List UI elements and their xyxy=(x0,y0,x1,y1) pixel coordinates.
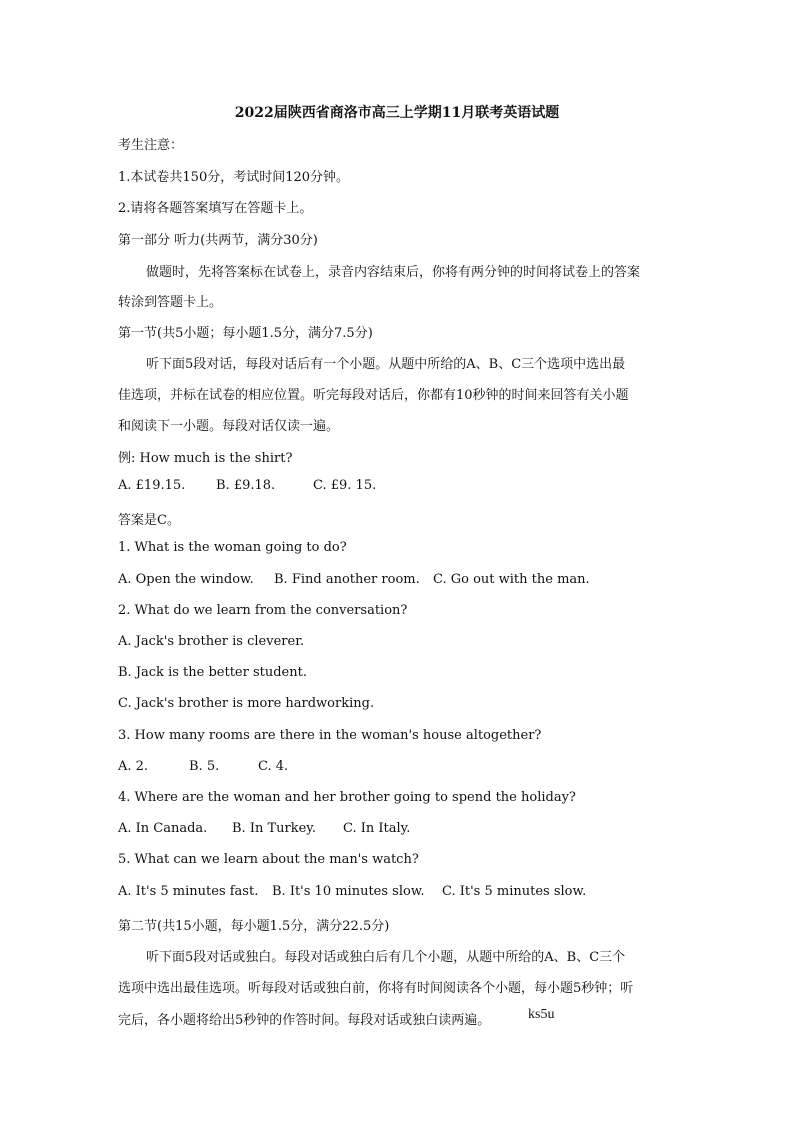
part1-heading: 第一部分 听力(共两节，满分30分) xyxy=(118,233,318,248)
section2-heading: 第二节(共15小题，每小题1.5分，满分22.5分) xyxy=(118,919,390,934)
question-1-option-b: B. Find another room. xyxy=(274,572,420,587)
question-1: 1. What is the woman going to do? xyxy=(118,540,347,555)
section1-instruction: 听下面5段对话，每段对话后有一个小题。从题中所给的A、B、C三个选项中选出最 xyxy=(146,357,626,372)
section1-heading: 第一节(共5小题；每小题1.5分，满分7.5分) xyxy=(118,326,373,341)
question-2-option-b: B. Jack is the better student. xyxy=(118,665,307,680)
example-answer: 答案是C。 xyxy=(118,513,180,528)
question-2-option-a: A. Jack's brother is cleverer. xyxy=(118,634,305,649)
question-3: 3. How many rooms are there in the woman's house altogether? xyxy=(118,728,542,743)
question-2: 2. What do we learn from the conversation? xyxy=(118,603,408,618)
question-2-option-c: C. Jack's brother is more hardworking. xyxy=(118,696,375,711)
section2-instruction: 完后，各小题将给出5秒钟的作答时间。每段对话或独白读两遍。 xyxy=(118,1013,491,1028)
question-3-option-c: C. 4. xyxy=(258,759,289,774)
notice-item: 1.本试卷共150分，考试时间120分钟。 xyxy=(118,170,350,185)
section1-instruction: 佳选项，并标在试卷的相应位置。听完每段对话后，你都有10秒钟的时间来回答有关小题 xyxy=(118,388,629,403)
example-option-c: C. £9. 15. xyxy=(313,478,377,493)
part1-instruction: 转涂到答题卡上。 xyxy=(118,295,223,310)
example-question: 例: How much is the shirt? xyxy=(118,451,293,466)
section2-instruction: 听下面5段对话或独白。每段对话或独白后有几个小题，从题中所给的A、B、C三个 xyxy=(146,950,626,965)
notice-item: 2.请将各题答案填写在答题卡上。 xyxy=(118,201,313,216)
section2-instruction: 选项中选出最佳选项。听每段对话或独白前，你将有时间阅读各个小题，每小题5秒钟；听 xyxy=(118,981,634,996)
example-option-b: B. £9.18. xyxy=(216,478,276,493)
notice-heading: 考生注意： xyxy=(118,138,184,153)
part1-instruction: 做题时，先将答案标在试卷上，录音内容结束后，你将有两分钟的时间将试卷上的答案 xyxy=(146,265,641,280)
question-5: 5. What can we learn about the man's watch? xyxy=(118,852,419,867)
question-1-option-c: C. Go out with the man. xyxy=(433,572,590,587)
question-5-option-c: C. It's 5 minutes slow. xyxy=(442,884,587,899)
question-3-option-a: A. 2. xyxy=(118,759,149,774)
question-4: 4. Where are the woman and her brother going to spend the holiday? xyxy=(118,790,576,805)
question-4-option-c: C. In Italy. xyxy=(343,821,411,836)
question-1-option-a: A. Open the window. xyxy=(118,572,254,587)
question-4-option-b: B. In Turkey. xyxy=(232,821,317,836)
watermark-text: ks5u xyxy=(528,1007,555,1022)
question-3-option-b: B. 5. xyxy=(189,759,220,774)
section1-instruction: 和阅读下一小题。每段对话仅读一遍。 xyxy=(118,419,340,434)
page-title: 2022届陕西省商洛市高三上学期11月联考英语试题 xyxy=(234,105,560,121)
question-4-option-a: A. In Canada. xyxy=(118,821,208,836)
example-option-a: A. £19.15. xyxy=(118,478,186,493)
question-5-option-b: B. It's 10 minutes slow. xyxy=(272,884,425,899)
question-5-option-a: A. It's 5 minutes fast. xyxy=(118,884,259,899)
